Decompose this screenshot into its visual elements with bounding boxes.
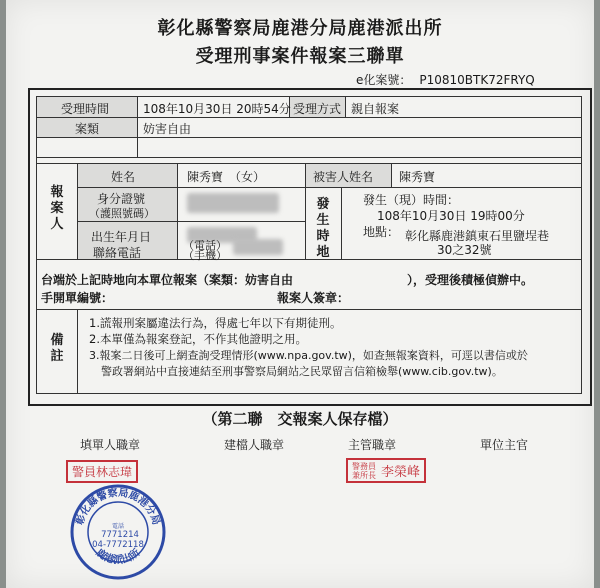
form-title-line1: 彰化縣警察局鹿港分局鹿港派出所 xyxy=(157,18,443,39)
incident-place-label: 地點： xyxy=(363,225,400,239)
form-table-frame xyxy=(28,88,592,406)
declaration-text-b: ），受理後積極偵辦中。 xyxy=(407,273,534,287)
seal-bottom-text: 鹿港派出所 xyxy=(93,547,143,567)
seal-tel-1: 7771214 xyxy=(101,530,139,540)
seal-tel-label: 電話 xyxy=(111,523,125,530)
reporter-id-sublabel: （護照號碼） xyxy=(89,207,155,220)
case-number-label: e化案號： xyxy=(356,73,412,87)
filler-stamp-label: 填單人職章 xyxy=(80,438,141,452)
incident-time-label: 發生（現）時間： xyxy=(363,193,460,207)
form-table xyxy=(36,96,582,394)
incident-section-label: 發生時地 xyxy=(316,197,330,260)
redacted-id xyxy=(187,193,279,213)
victim-name-label: 被害人姓名 xyxy=(313,170,374,184)
form-title-line2: 受理刑事案件報案三聯單 xyxy=(195,46,405,67)
intake-method-value: 親自報案 xyxy=(351,102,400,116)
reporter-dob-label: 出生年月日 xyxy=(91,230,152,244)
case-number xyxy=(356,71,535,88)
note-item: 警政署網站中直接連結至刑事警察局網站之民眾留言信箱檢舉(www.cib.gov.tw)。 xyxy=(101,365,503,378)
report-form xyxy=(6,0,594,588)
notes-label: 備註 xyxy=(50,333,64,364)
filer-stamp-label: 建檔人職章 xyxy=(224,438,285,452)
supervisor-stamp xyxy=(346,458,426,483)
note-item: 2.本單僅為報案登記，不作其他證明之用。 xyxy=(89,332,307,346)
incident-time-value: 108年10月30日 19時00分 xyxy=(377,209,525,223)
reporter-phone-mobile: （手機） xyxy=(183,249,227,262)
note-item: 3.報案二日後可上網查詢受理情形(www.npa.gov.tw)，如查無報案資料，可逕以書信或於 xyxy=(89,349,528,362)
seal-tel-2: 04-7772118 xyxy=(92,540,144,550)
incident-place-line1: 彰化縣鹿港鎮東石里鹽埕巷 xyxy=(405,229,550,243)
reporter-phone-label: 聯絡電話 xyxy=(93,246,142,260)
reporter-section-label: 報案人 xyxy=(50,185,64,232)
police-station-seal xyxy=(68,482,168,582)
unit-head-label: 單位主官 xyxy=(480,438,529,452)
supervisor-stamp-title: 警務員兼所長 xyxy=(352,461,376,480)
case-category-label: 案類 xyxy=(75,122,100,136)
intake-time-label: 受理時間 xyxy=(61,102,110,116)
supervisor-stamp-label: 主管職章 xyxy=(348,438,397,452)
declaration-text-a: 台端於上記時地向本單位報案（案類：妨害自由 xyxy=(41,273,294,287)
incident-place-line2: 30之32號 xyxy=(437,243,492,257)
case-number-value: P10810BTK72FRYQ xyxy=(419,73,535,87)
note-item: 1.謊報刑案屬違法行為，得處七年以下有期徒刑。 xyxy=(89,316,342,330)
manual-serial-label: 手開單編號： xyxy=(41,291,114,305)
reporter-phone-home: （電話） xyxy=(183,239,227,252)
reporter-name-label: 姓名 xyxy=(111,170,136,184)
intake-time-value: 108年10月30日 20時54分 xyxy=(143,102,291,116)
reporter-name-value: 陳秀寶 （女） xyxy=(187,170,266,184)
reporter-signature-label: 報案人簽章： xyxy=(277,291,350,305)
copy-label: （第二聯 交報案人保存檔） xyxy=(202,410,398,428)
svg-text:彰化縣警察局鹿港分局 xyxy=(73,486,164,527)
victim-name-value: 陳秀寶 xyxy=(399,170,436,184)
supervisor-stamp-name: 李榮峰 xyxy=(381,465,421,480)
case-category-value: 妨害自由 xyxy=(143,122,192,136)
filler-stamp: 警員林志瑋 xyxy=(66,460,138,483)
redacted-phone xyxy=(233,239,283,255)
reporter-id-label: 身分證號 xyxy=(97,192,146,206)
intake-method-label: 受理方式 xyxy=(293,102,342,116)
seal-ring-text: 彰化縣警察局鹿港分局 xyxy=(74,487,162,527)
